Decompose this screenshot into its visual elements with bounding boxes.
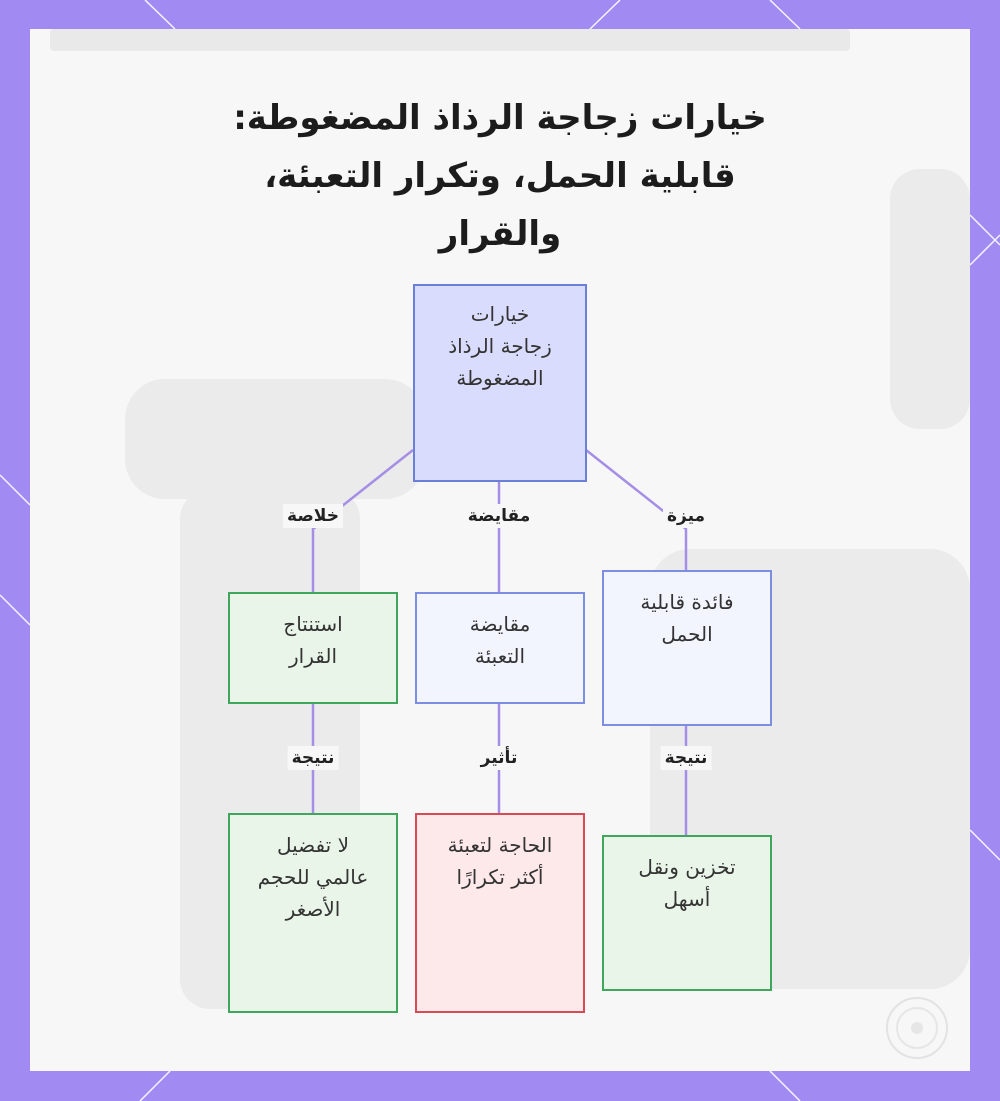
edge-label-advantage: ميزة [663,504,709,528]
edge-label-conclusion: خلاصة [283,504,343,528]
node-no-universal-preference: لا تفضيل عالمي للحجم الأصغر [228,813,398,1013]
node-easier-storage: تخزين ونقل أسهل [602,835,772,991]
node-root: خيارات زجاجة الرذاذ المضغوطة [413,284,587,482]
edge-label-result-right: نتيجة [661,746,712,770]
node-portability-benefit: فائدة قابلية الحمل [602,570,772,726]
node-refill-tradeoff: مقايضة التعبئة [415,592,585,704]
corner-watermark-logo [882,993,952,1063]
diagram-title: خيارات زجاجة الرذاذ المضغوطة: قابلية الحمل، وتكرار التعبئة، والقرار [233,98,767,254]
edge-label-tradeoff: مقايضة [464,504,535,528]
edge-label-impact: تأثير [477,746,522,770]
node-refill-need: الحاجة لتعبئة أكثر تكرارًا [415,813,585,1013]
diagram-card [30,29,970,1071]
edge-label-result-left: نتيجة [288,746,339,770]
node-decision-conclusion: استنتاج القرار [228,592,398,704]
